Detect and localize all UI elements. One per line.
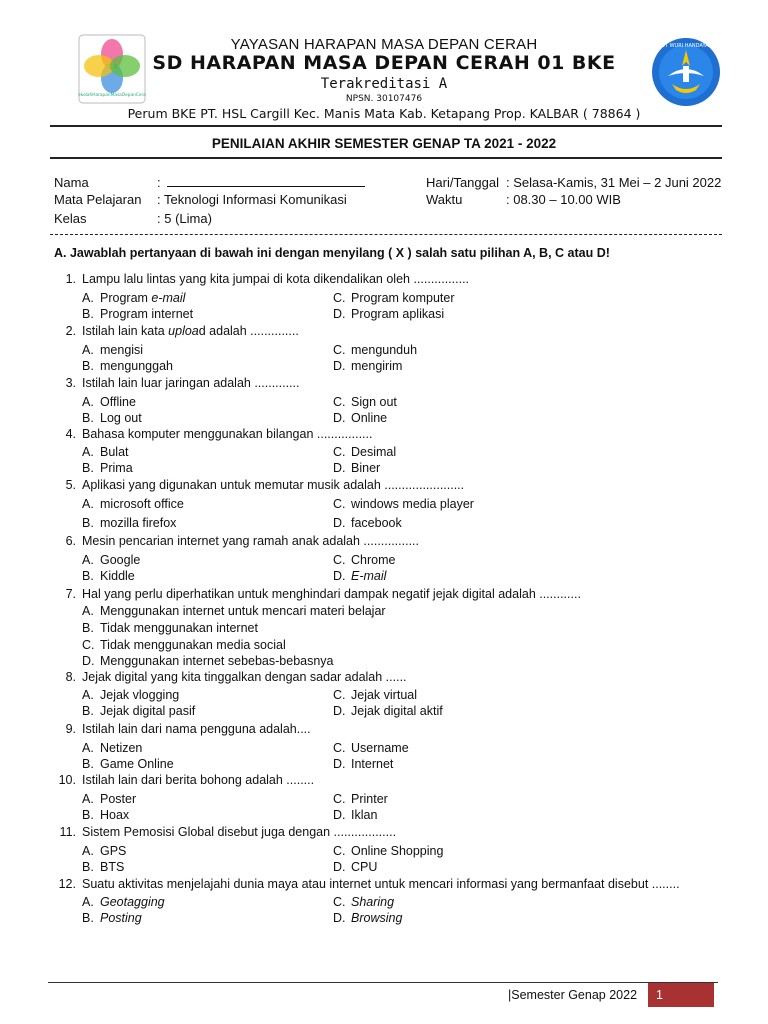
- school-name: SD HARAPAN MASA DEPAN CERAH 01 BKE: [152, 52, 616, 74]
- option-text: Online: [351, 411, 388, 425]
- npsn: NPSN. 30107476: [345, 94, 423, 104]
- option-text: Jejak digital pasif: [100, 704, 196, 718]
- question-text: Bahasa komputer menggunakan bilangan ................: [82, 427, 373, 441]
- option-d[interactable]: [333, 911, 402, 925]
- option-d[interactable]: [333, 461, 380, 475]
- option-text: Prima: [100, 461, 133, 475]
- option-text: Geotagging: [100, 895, 165, 909]
- question-number: 6.: [65, 534, 76, 548]
- option-b[interactable]: [82, 359, 173, 373]
- option-text: Poster: [100, 792, 137, 806]
- option-letter: C.: [333, 497, 346, 511]
- option-text: Netizen: [100, 741, 143, 755]
- option-d[interactable]: [333, 516, 402, 530]
- option-b[interactable]: [82, 911, 142, 925]
- option-text: Tidak menggunakan media social: [100, 638, 286, 652]
- option-text: Jejak digital aktif: [351, 704, 443, 718]
- option-text: Sharing: [351, 895, 395, 909]
- option-letter: A.: [82, 291, 94, 305]
- mapel-label: Mata Pelajaran: [54, 192, 142, 207]
- option-c[interactable]: [333, 844, 443, 858]
- option-letter: C.: [333, 741, 346, 755]
- option-c[interactable]: [333, 445, 396, 459]
- option-letter: D.: [333, 911, 346, 925]
- option-letter: C.: [333, 291, 346, 305]
- question-3: [54, 376, 754, 392]
- accreditation: Terakreditasi A: [320, 76, 448, 92]
- hari-label: Hari/Tanggal: [426, 175, 499, 190]
- option-letter: D.: [333, 757, 346, 771]
- option-c[interactable]: [333, 688, 417, 702]
- option-text: BTS: [100, 860, 125, 874]
- option-a[interactable]: [82, 792, 136, 806]
- option-letter: A.: [82, 395, 94, 409]
- option-letter: A.: [82, 343, 94, 357]
- question-text: Lampu lalu lintas yang kita jumpai di kota dikendalikan oleh ................: [82, 272, 470, 286]
- option-text: Printer: [351, 792, 388, 806]
- option-b[interactable]: [82, 569, 135, 583]
- option-d[interactable]: [333, 307, 444, 321]
- option-text: Iklan: [351, 808, 378, 822]
- option-letter: A.: [82, 688, 94, 702]
- option-letter: B.: [82, 808, 94, 822]
- option-letter: D.: [82, 654, 95, 668]
- option-c[interactable]: [82, 638, 286, 652]
- question-number: 1.: [65, 272, 76, 286]
- question-8: [54, 670, 754, 686]
- option-d[interactable]: [333, 359, 402, 373]
- school-address: Perum BKE PT. HSL Cargill Kec. Manis Mata Kab. Ketapang Prop. KALBAR ( 78864 ): [127, 106, 641, 121]
- option-c[interactable]: [333, 497, 474, 511]
- mapel-value: : Teknologi Informasi Komunikasi: [157, 192, 347, 207]
- option-text: Online Shopping: [351, 844, 444, 858]
- option-a[interactable]: [82, 343, 143, 357]
- hari-value: : Selasa-Kamis, 31 Mei – 2 Juni 2022: [506, 175, 722, 190]
- option-letter: B.: [82, 911, 94, 925]
- option-a[interactable]: [82, 844, 126, 858]
- option-text: mozilla firefox: [100, 516, 177, 530]
- option-c[interactable]: [333, 553, 395, 567]
- question-text: Suatu aktivitas menjelajahi dunia maya atau internet untuk mencari informasi yang bermanfaat disebut ........: [82, 877, 680, 891]
- waktu-label: Waktu: [426, 192, 463, 207]
- nama-sep: :: [157, 175, 161, 190]
- option-b[interactable]: [82, 704, 195, 718]
- question-number: 8.: [65, 670, 76, 684]
- option-text: Biner: [351, 461, 381, 475]
- option-letter: B.: [82, 307, 94, 321]
- question-text: Hal yang perlu diperhatikan untuk menghindari dampak negatif jejak digital adalah ............: [82, 587, 581, 601]
- option-letter: A.: [82, 844, 94, 858]
- question-12: [54, 877, 754, 893]
- option-letter: D.: [333, 411, 346, 425]
- question-text: Jejak digital yang kita tinggalkan dengan sadar adalah ......: [82, 670, 407, 684]
- section-a-instruction: A. Jawablah pertanyaan di bawah ini dengan menyilang ( X ) salah satu pilihan A, B, C atau D!: [54, 246, 610, 260]
- option-a[interactable]: [82, 895, 165, 909]
- option-text: mengisi: [100, 343, 144, 357]
- option-letter: C.: [333, 445, 346, 459]
- question-number: 5.: [65, 478, 76, 492]
- option-a[interactable]: [82, 688, 179, 702]
- option-letter: D.: [333, 516, 346, 530]
- option-letter: D.: [333, 704, 346, 718]
- option-text: Program aplikasi: [351, 307, 445, 321]
- option-d[interactable]: [333, 757, 393, 771]
- nama-field[interactable]: [167, 186, 365, 187]
- option-text: Browsing: [351, 911, 403, 925]
- option-text: E-mail: [351, 569, 387, 583]
- page-number: 1: [656, 988, 663, 1002]
- option-text: Log out: [100, 411, 142, 425]
- option-text: Username: [351, 741, 409, 755]
- question-number: 11.: [59, 825, 76, 839]
- option-b[interactable]: [82, 411, 142, 425]
- question-text: Istilah lain dari nama pengguna adalah....: [82, 722, 311, 736]
- option-text: Menggunakan internet sebebas-bebasnya: [100, 654, 334, 668]
- option-letter: A.: [82, 497, 94, 511]
- logo-caption: SekolahHarapanMasaDepanCerah: [78, 93, 146, 98]
- option-text: Kiddle: [100, 569, 135, 583]
- option-letter: B.: [82, 359, 94, 373]
- option-text: Chrome: [351, 553, 396, 567]
- option-c[interactable]: [333, 291, 455, 305]
- option-letter: B.: [82, 704, 94, 718]
- question-number: 7.: [65, 587, 76, 601]
- option-text: Tidak menggunakan internet: [100, 621, 258, 635]
- option-b[interactable]: [82, 860, 124, 874]
- option-letter: A.: [82, 741, 94, 755]
- option-text: Game Online: [100, 757, 174, 771]
- option-text: Jejak virtual: [351, 688, 417, 702]
- option-d[interactable]: [333, 860, 377, 874]
- option-letter: C.: [333, 792, 346, 806]
- option-d[interactable]: [82, 654, 334, 668]
- question-number: 10.: [58, 773, 76, 787]
- option-text: Program internet: [100, 307, 194, 321]
- option-letter: A.: [82, 445, 94, 459]
- logo-motto: TUT WURI HANDAYANI: [658, 43, 714, 49]
- question-2: [54, 324, 754, 340]
- option-text: windows media player: [351, 497, 474, 511]
- question-5: [54, 478, 754, 494]
- option-text: mengunduh: [351, 343, 418, 357]
- question-1: [54, 272, 754, 288]
- option-a[interactable]: [82, 604, 386, 618]
- option-letter: B.: [82, 569, 94, 583]
- kelas-label: Kelas: [54, 211, 87, 226]
- option-letter: C.: [333, 688, 346, 702]
- option-d[interactable]: [333, 569, 386, 583]
- waktu-value: : 08.30 – 10.00 WIB: [506, 192, 621, 207]
- exam-title: PENILAIAN AKHIR SEMESTER GENAP TA 2021 - 2022: [211, 136, 557, 151]
- option-b[interactable]: [82, 757, 174, 771]
- option-letter: C.: [82, 638, 95, 652]
- option-letter: C.: [333, 895, 346, 909]
- option-c[interactable]: [333, 395, 397, 409]
- option-letter: D.: [333, 569, 346, 583]
- option-text: facebook: [351, 516, 402, 530]
- option-text: Desimal: [351, 445, 397, 459]
- option-letter: C.: [333, 553, 346, 567]
- option-a[interactable]: [82, 497, 184, 511]
- option-letter: A.: [82, 792, 94, 806]
- option-letter: B.: [82, 516, 94, 530]
- question-text: Istilah lain dari berita bohong adalah ........: [82, 773, 315, 787]
- option-letter: C.: [333, 343, 346, 357]
- option-c[interactable]: [333, 343, 417, 357]
- option-text: GPS: [100, 844, 127, 858]
- dashed-divider: [50, 234, 722, 235]
- option-text: Posting: [100, 911, 142, 925]
- question-11: [54, 825, 754, 841]
- option-text: mengunggah: [100, 359, 173, 373]
- kelas-value: : 5 (Lima): [157, 211, 212, 226]
- option-letter: A.: [82, 553, 94, 567]
- question-number: 4.: [65, 427, 76, 441]
- option-b[interactable]: [82, 307, 193, 321]
- question-10: [54, 773, 754, 789]
- question-text: Aplikasi yang digunakan untuk memutar musik adalah .......................: [82, 478, 465, 492]
- option-text: Program e-mail: [100, 291, 186, 305]
- option-text: Bulat: [100, 445, 129, 459]
- option-text: Google: [100, 553, 141, 567]
- option-d[interactable]: [333, 704, 443, 718]
- option-text: mengirim: [351, 359, 403, 373]
- option-text: Program komputer: [351, 291, 455, 305]
- option-a[interactable]: [82, 741, 142, 755]
- option-b[interactable]: [82, 808, 129, 822]
- question-text: Istilah lain kata upload adalah ..............: [82, 324, 299, 338]
- option-letter: A.: [82, 895, 94, 909]
- option-text: Internet: [351, 757, 394, 771]
- question-number: 2.: [65, 324, 76, 338]
- option-text: CPU: [351, 860, 378, 874]
- question-7: [54, 587, 754, 603]
- option-letter: D.: [333, 860, 346, 874]
- foundation-name: YAYASAN HARAPAN MASA DEPAN CERAH: [230, 36, 538, 53]
- nama-label: Nama: [54, 175, 89, 190]
- option-letter: D.: [333, 307, 346, 321]
- option-d[interactable]: [333, 411, 387, 425]
- option-letter: D.: [333, 808, 346, 822]
- option-c[interactable]: [333, 895, 394, 909]
- header-divider: [50, 125, 722, 127]
- option-a[interactable]: [82, 553, 140, 567]
- question-text: Mesin pencarian internet yang ramah anak adalah ................: [82, 534, 419, 548]
- option-b[interactable]: [82, 621, 258, 635]
- option-d[interactable]: [333, 808, 377, 822]
- option-letter: B.: [82, 411, 94, 425]
- option-a[interactable]: [82, 291, 185, 305]
- question-9: [54, 722, 754, 738]
- question-number: 9.: [65, 722, 76, 736]
- option-letter: D.: [333, 359, 346, 373]
- option-c[interactable]: [333, 741, 409, 755]
- footer-text: |Semester Genap 2022: [508, 988, 638, 1002]
- option-text: Menggunakan internet untuk mencari materi belajar: [100, 604, 386, 618]
- option-letter: A.: [82, 604, 94, 618]
- question-number: 12.: [58, 877, 76, 891]
- question-text: Sistem Pemosisi Global disebut juga dengan ..................: [82, 825, 397, 839]
- option-c[interactable]: [333, 792, 388, 806]
- option-text: Jejak vlogging: [100, 688, 180, 702]
- title-divider: [50, 157, 722, 159]
- option-b[interactable]: [82, 516, 176, 530]
- option-letter: B.: [82, 860, 94, 874]
- option-text: Hoax: [100, 808, 130, 822]
- question-number: 3.: [65, 376, 76, 390]
- question-text: Istilah lain luar jaringan adalah .............: [82, 376, 300, 390]
- option-text: Offline: [100, 395, 136, 409]
- option-a[interactable]: [82, 445, 129, 459]
- question-4: [54, 427, 754, 443]
- option-letter: B.: [82, 461, 94, 475]
- footer-line: [48, 982, 718, 983]
- option-letter: D.: [333, 461, 346, 475]
- option-letter: C.: [333, 395, 346, 409]
- option-letter: C.: [333, 844, 346, 858]
- option-letter: B.: [82, 621, 94, 635]
- option-a[interactable]: [82, 395, 136, 409]
- option-letter: B.: [82, 757, 94, 771]
- option-text: Sign out: [351, 395, 397, 409]
- option-b[interactable]: [82, 461, 133, 475]
- option-text: microsoft office: [100, 497, 184, 511]
- question-6: [54, 534, 754, 550]
